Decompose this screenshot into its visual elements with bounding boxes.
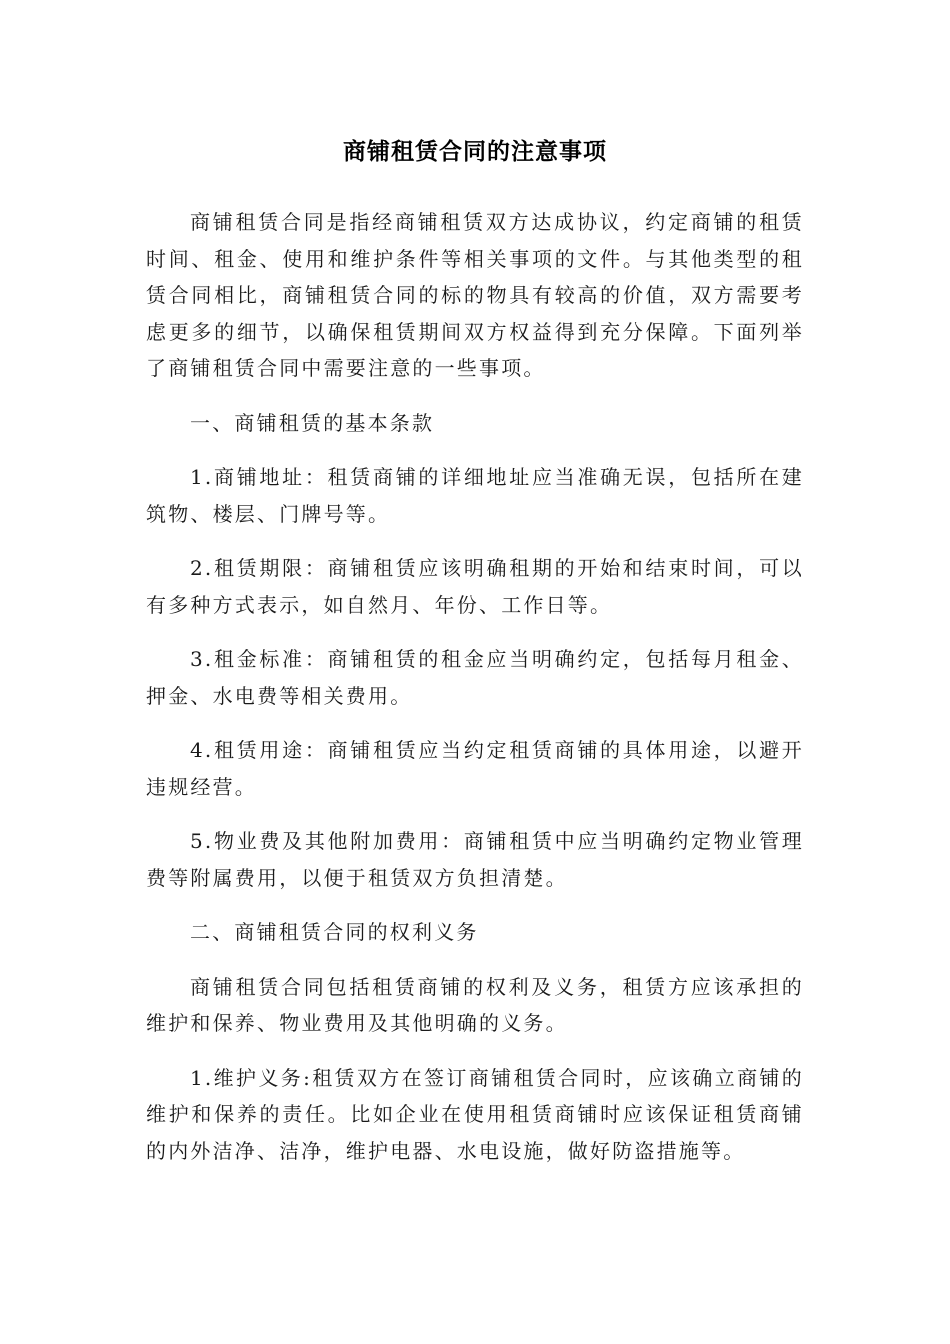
rights-obligations-paragraph: 商铺租赁合同包括租赁商铺的权利及义务，租赁方应该承担的维护和保养、物业费用及其他明确的义务。 [146, 974, 804, 1035]
clause-lease-term: 2.租赁期限：商铺租赁应该明确租期的开始和结束时间，可以有多种方式表示，如自然月、年份、工作日等。 [146, 556, 804, 617]
section-heading-basic-terms: 一、商铺租赁的基本条款 [190, 410, 435, 435]
section-heading-rights-obligations: 二、商铺租赁合同的权利义务 [190, 920, 479, 944]
document-title: 商铺租赁合同的注意事项 [343, 139, 607, 165]
intro-paragraph: 商铺租赁合同是指经商铺租赁双方达成协议，约定商铺的租赁时间、租金、使用和维护条件等相关事项的文件。与其他类型的租赁合同相比，商铺租赁合同的标的物具有较高的价值，双方需要考虑更多的细节，以确保租赁期间双方权益得到充分保障。下面列举了商铺租赁合同中需要注意的一些事项。 [146, 210, 804, 380]
clause-rent-standard: 3.租金标准：商铺租赁的租金应当明确约定，包括每月租金、押金、水电费等相关费用。 [146, 647, 804, 708]
clause-lease-purpose: 4.租赁用途：商铺租赁应当约定租赁商铺的具体用途，以避开违规经营。 [146, 738, 804, 799]
clause-property-fees: 5.物业费及其他附加费用：商铺租赁中应当明确约定物业管理费等附属费用，以便于租赁双方负担清楚。 [146, 829, 804, 890]
clause-maintenance-obligation: 1.维护义务:租赁双方在签订商铺租赁合同时，应该确立商铺的维护和保养的责任。比如企业在使用租赁商铺时应该保证租赁商铺的内外洁净、洁净，维护电器、水电设施，做好防盗措施等。 [146, 1065, 804, 1163]
clause-shop-address: 1.商铺地址：租赁商铺的详细地址应当准确无误，包括所在建筑物、楼层、门牌号等。 [146, 465, 804, 526]
document-body [146, 204, 804, 1187]
